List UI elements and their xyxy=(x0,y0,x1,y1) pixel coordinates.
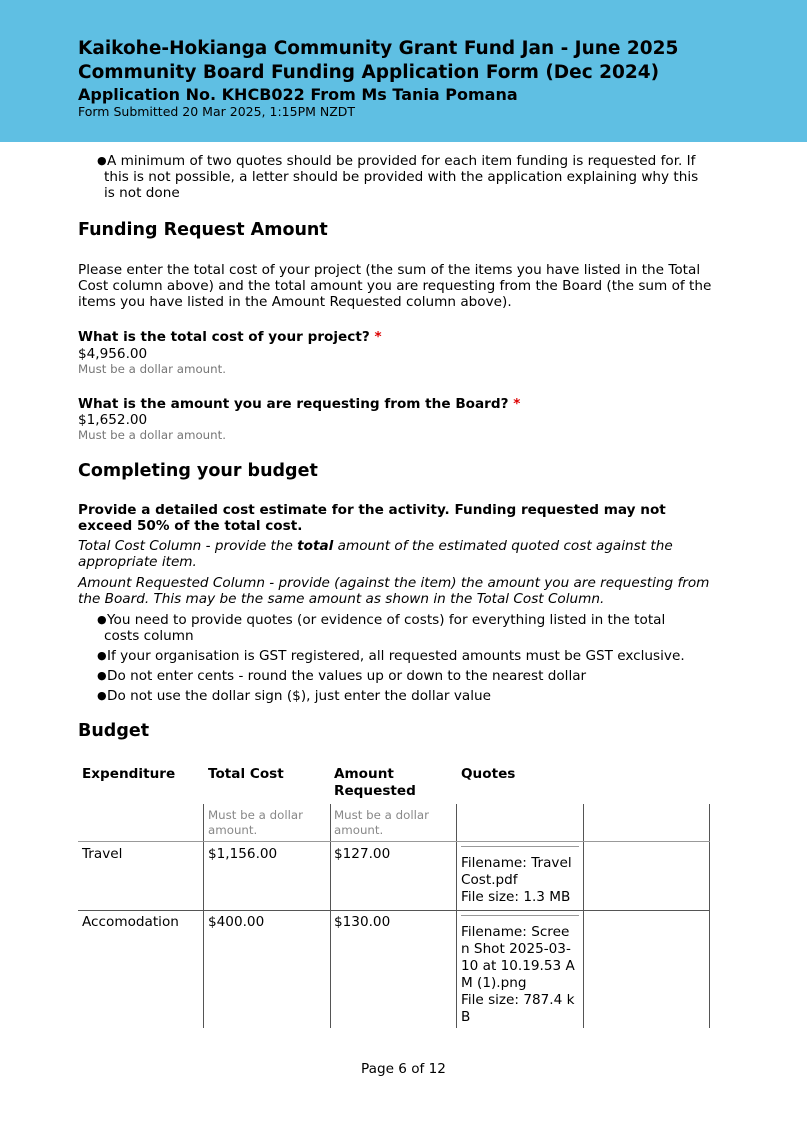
submitted-timestamp: Form Submitted 20 Mar 2025, 1:15PM NZDT xyxy=(78,104,356,119)
required-marker: * xyxy=(513,396,521,412)
bullet-icon: ● xyxy=(97,613,107,626)
column-header-quotes: Quotes xyxy=(461,766,516,782)
total-cost-cell: $400.00 xyxy=(208,914,265,930)
total-cost-column-note: Total Cost Column - provide the total amount of the estimated quoted cost against the appropriate item. xyxy=(78,538,673,570)
bullet-icon: ● xyxy=(97,649,107,662)
quote-divider xyxy=(461,915,579,916)
funding-intro: Please enter the total cost of your project (the sum of the items you have listed in the Total Cost column above) and the total amount you are requesting from the Board (the sum of the items you have listed in the Amount Requested column above). xyxy=(78,262,712,310)
amount-requested-cell: $127.00 xyxy=(334,846,391,862)
bullet-icon: ● xyxy=(97,154,107,167)
column-header-expenditure: Expenditure xyxy=(82,766,176,782)
page-number: Page 6 of 12 xyxy=(361,1061,446,1077)
total-cost-value: $4,956.00 xyxy=(78,346,148,362)
form-title: Kaikohe-Hokianga Community Grant Fund Jan - June 2025 xyxy=(78,38,679,59)
row-divider xyxy=(78,910,710,911)
amount-requested-cell: $130.00 xyxy=(334,914,391,930)
expenditure-cell: Accomodation xyxy=(82,914,179,930)
amount-requested-hint: Must be a dollar amount. xyxy=(78,428,227,442)
amount-requested-value: $1,652.00 xyxy=(78,412,148,428)
divider xyxy=(330,804,331,1028)
total-cost-label: What is the total cost of your project? * xyxy=(78,329,382,345)
quotes-note: ● A minimum of two quotes should be provided for each item funding is requested for. If this is not possible, a letter should be provided with the application explaining why this is not done xyxy=(97,153,699,201)
quote-file-link[interactable]: Filename: Scree n Shot 2025-03- 10 at 10.19.53 A M (1).png File size: 787.4 k B xyxy=(461,924,575,1025)
bullet-icon: ● xyxy=(97,689,107,702)
quote-divider xyxy=(461,846,579,847)
funding-request-heading: Funding Request Amount xyxy=(78,220,328,240)
application-number: Application No. KHCB022 From Ms Tania Pomana xyxy=(78,85,518,104)
total-cost-hint: Must be a dollar amount. xyxy=(208,808,303,837)
list-item: ● You need to provide quotes (or evidence of costs) for everything listed in the total xyxy=(97,612,666,628)
required-marker: * xyxy=(374,329,382,345)
column-header-amount-requested: Amount Requested xyxy=(334,766,416,799)
total-cost-hint: Must be a dollar amount. xyxy=(78,362,227,376)
amount-requested-column-note: Amount Requested Column - provide (against the item) the amount you are requesting from the Board. This may be the same amount as shown in the Total Cost Column. xyxy=(78,575,710,607)
list-item: ● Do not enter cents - round the values up or down to the nearest dollar xyxy=(97,668,587,684)
amount-requested-label: What is the amount you are requesting from the Board? * xyxy=(78,396,521,412)
list-item: ● If your organisation is GST registered, all requested amounts must be GST exclusive. xyxy=(97,648,685,664)
amount-requested-hint: Must be a dollar amount. xyxy=(334,808,429,837)
expenditure-cell: Travel xyxy=(82,846,123,862)
total-cost-cell: $1,156.00 xyxy=(208,846,278,862)
budget-heading: Budget xyxy=(78,721,150,741)
budget-instructions: Provide a detailed cost estimate for the activity. Funding requested may not exceed 50% of the total cost. xyxy=(78,502,666,534)
divider xyxy=(583,804,584,1028)
completing-budget-heading: Completing your budget xyxy=(78,461,318,481)
quote-file-link[interactable]: Filename: Travel Cost.pdf File size: 1.3 MB xyxy=(461,855,572,905)
column-header-total-cost: Total Cost xyxy=(208,766,284,782)
divider xyxy=(709,804,710,1028)
form-subtitle: Community Board Funding Application Form (Dec 2024) xyxy=(78,62,660,83)
form-header xyxy=(0,0,807,142)
list-item: ● Do not use the dollar sign ($), just enter the dollar value xyxy=(97,688,491,704)
bullet-icon: ● xyxy=(97,669,107,682)
budget-rules-list: ● You need to provide quotes (or evidence of costs) for everything listed in the total costs column ● If your organisation is GST registered, all requested amounts must be GST exclusive. ● Do not enter cents - round the values up or down to the nearest dollar ● Do not use the dollar sign ($), just enter the dollar value xyxy=(97,612,717,704)
divider xyxy=(456,804,457,1028)
row-divider xyxy=(78,841,710,842)
divider xyxy=(203,804,204,1028)
